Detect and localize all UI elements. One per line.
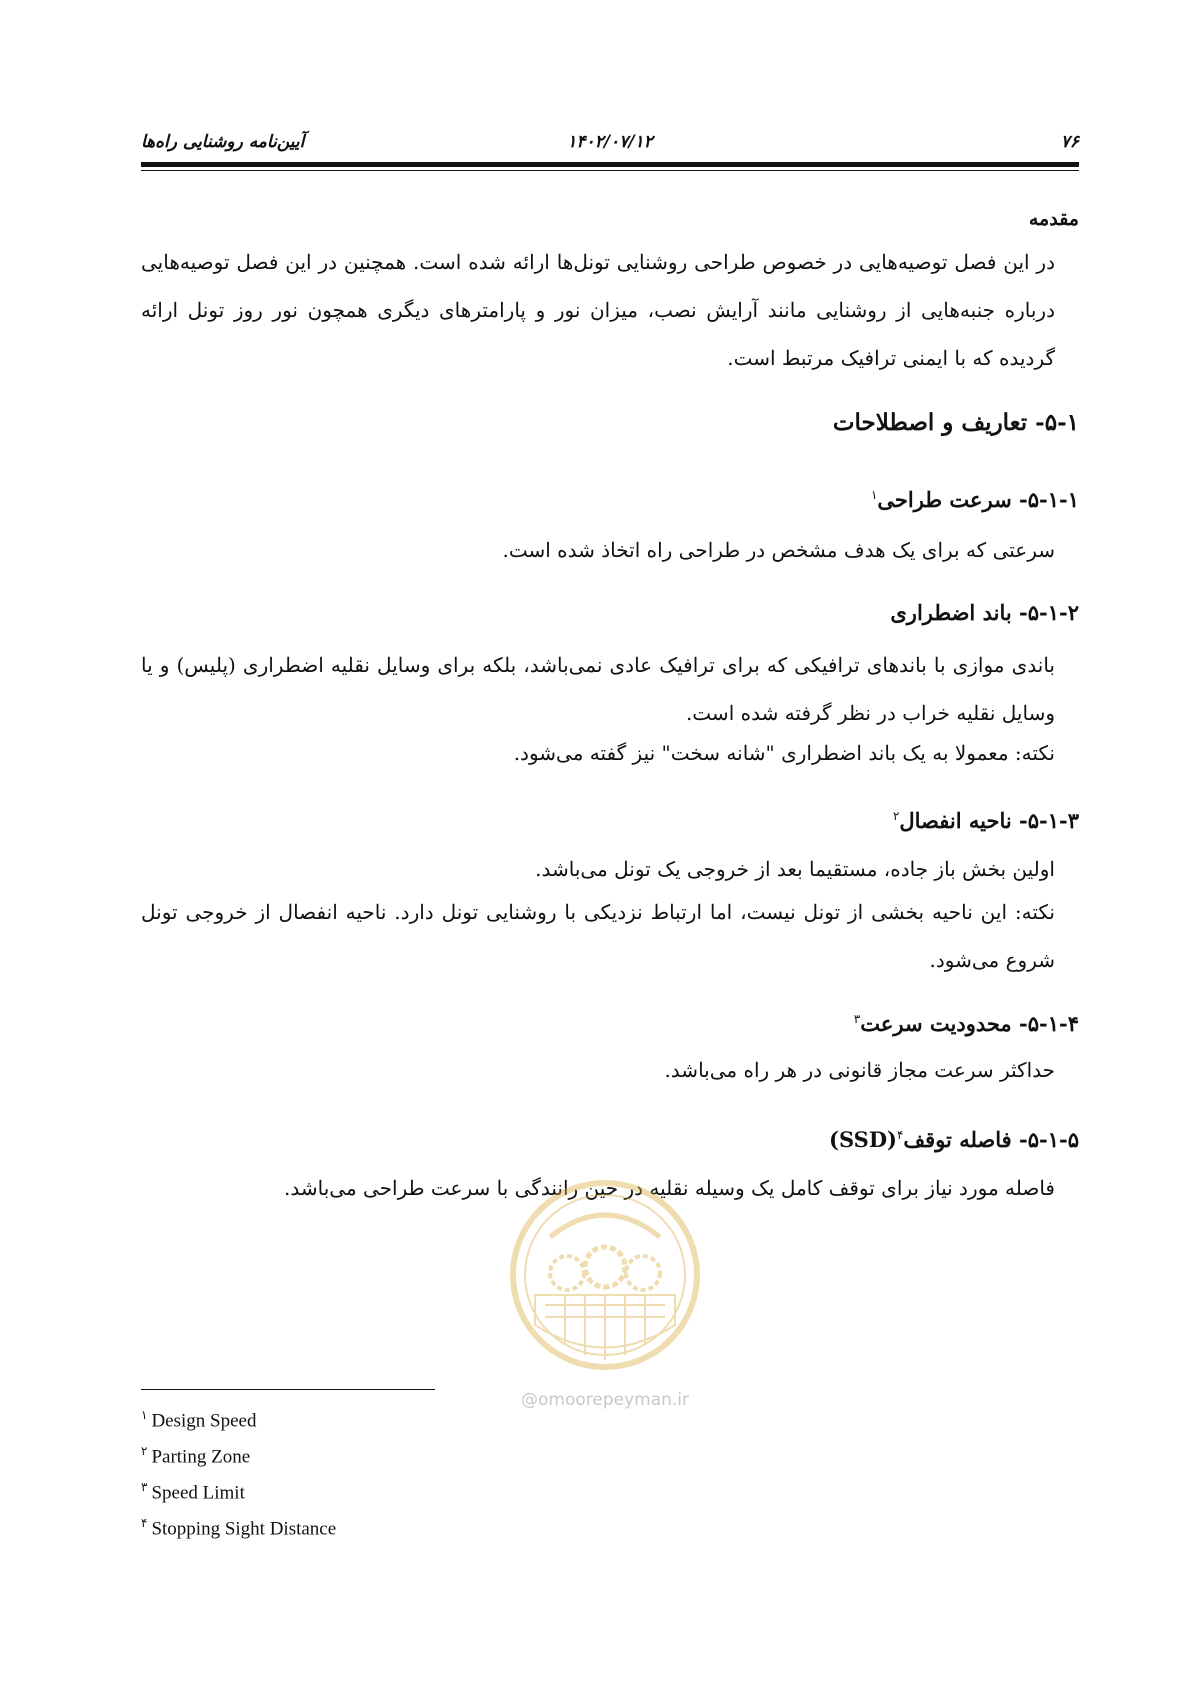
subsection-heading-2: ۵-۱-۲- باند اضطراری [890,600,1079,625]
subsection-heading-3-text: ۵-۱-۳- ناحیه انفصال [899,808,1079,833]
subsection-note-3: نکته: این ناحیه بخشی از تونل نیست، اما ارتباط نزدیکی با روشنایی تونل دارد. ناحیه انفصال از خروجی تونل شروع می‌شود. [141,900,1055,972]
intro-heading: مقدمه [1028,208,1079,230]
footnote-mark-1: ۱ [141,1408,148,1422]
footnote-ref-1: ۱ [870,488,878,502]
watermark-text: @omoorepeyman.ir [520,1390,690,1410]
footnote-mark-2: ۲ [141,1444,148,1458]
document-title: آیین‌نامه روشنایی راه‌ها [141,132,305,152]
subsection-heading-4 [141,1004,1079,1039]
subsection-heading-5-text: ۵-۱-۵- فاصله توقف [903,1127,1079,1152]
footnote-4 [141,1505,336,1541]
footnote-3 [141,1469,336,1505]
footnote-ref-3: ۳ [853,1012,861,1026]
header-rule [141,162,1079,167]
footnote-rule [141,1389,435,1390]
page-header [141,128,1079,158]
footnote-2 [141,1433,336,1469]
footnote-mark-3: ۳ [141,1480,148,1494]
subsection-text-4: حداکثر سرعت مجاز قانونی در هر راه می‌باشد. [664,1058,1055,1082]
footnote-1 [141,1397,336,1433]
subsection-heading-4-text: ۵-۱-۴- محدودیت سرعت [860,1011,1079,1036]
section-heading: ۵-۱- تعاریف و اصطلاحات [832,409,1079,436]
subsection-heading-5 [141,1120,1079,1155]
subsection-note-2: نکته: معمولا به یک باند اضطراری "شانه سخت" نیز گفته می‌شود. [513,741,1055,765]
footnote-ref-2: ۲ [892,809,900,823]
subsection-heading-1 [141,480,1079,515]
footnotes [141,1397,336,1541]
watermark-seal [505,1175,705,1375]
subsection-heading-1-text: ۵-۱-۱- سرعت طراحی [877,487,1079,512]
page-number: ۷۶ [1060,132,1079,152]
subsection-text-5: فاصله مورد نیاز برای توقف کامل یک وسیله نقلیه در حین رانندگی با سرعت طراحی می‌باشد. [284,1176,1055,1200]
subsection-heading-3 [141,801,1079,836]
subsection-text-3: اولین بخش باز جاده، مستقیما بعد از خروجی یک تونل می‌باشد. [535,857,1055,881]
footnote-ref-4: ۴ [896,1128,904,1142]
subsection-text-1: سرعتی که برای یک هدف مشخص در طراحی راه اتخاذ شده است. [502,538,1055,562]
document-date: ۱۴۰۲/۰۷/۱۲ [567,132,653,152]
footnote-text-2: Parting Zone [151,1446,251,1468]
header-rule-thin [141,170,1079,171]
footnote-text-1: Design Speed [151,1410,257,1432]
footnote-text-4: Stopping Sight Distance [151,1518,337,1540]
footnote-mark-4: ۴ [141,1516,148,1530]
abbreviation-ssd: (SSD) [829,1127,897,1152]
subsection-text-2: باندی موازی با باندهای ترافیکی که برای ترافیک عادی نمی‌باشد، بلکه برای وسایل نقلیه اضطراری (پلیس) و یا وسایل نقلیه خراب در نظر گرفته شده است. [141,653,1055,725]
intro-paragraph: در این فصل توصیه‌هایی در خصوص طراحی روشنایی تونل‌ها ارائه شده است. همچنین در این فصل توصیه‌هایی درباره جنبه‌هایی از روشنایی مانند آرایش نصب، میزان نور و پارامترهای دیگری همچون نور روز تونل ارائه گردیده که با ایمنی ترافیک مرتبط است. [141,250,1055,370]
footnote-text-3: Speed Limit [151,1482,245,1504]
